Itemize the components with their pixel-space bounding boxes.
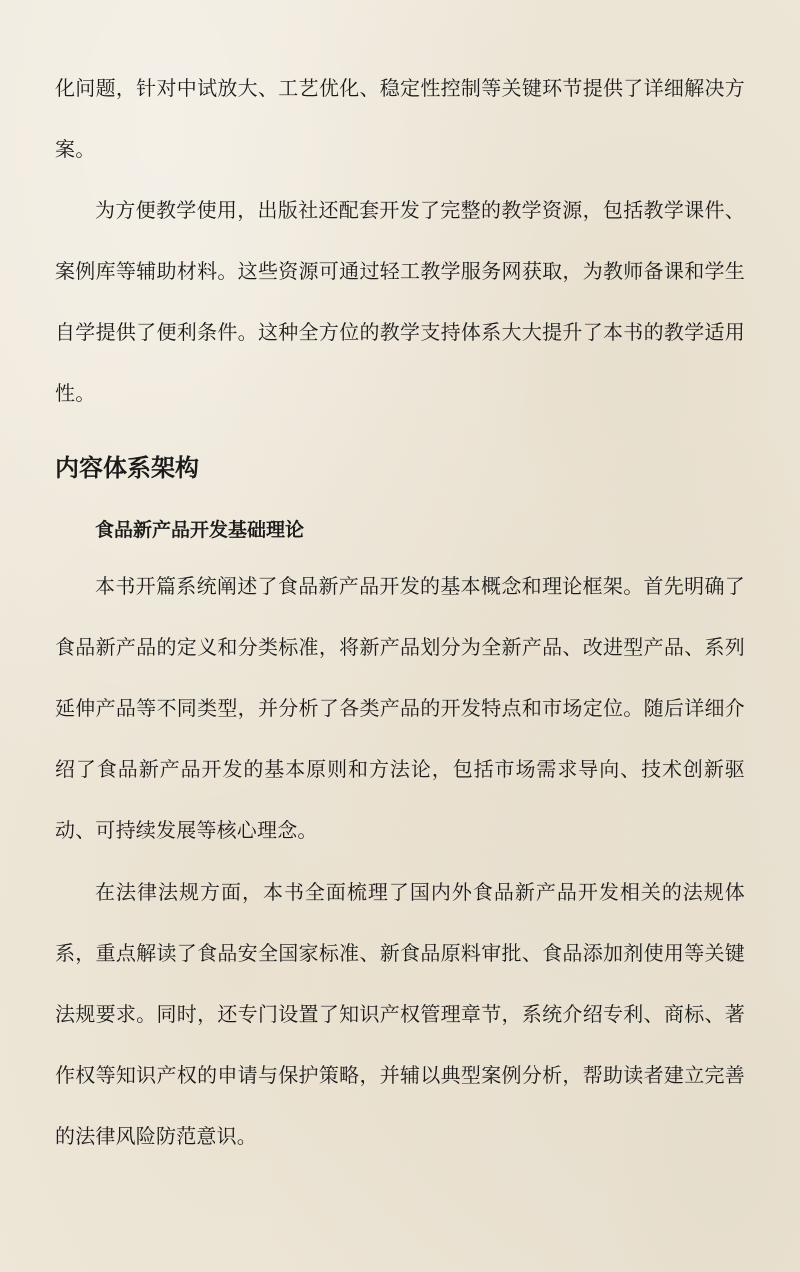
- section-heading: 内容体系架构: [55, 454, 199, 482]
- basic-theory-paragraph: 本书开篇系统阐述了食品新产品开发的基本概念和理论框架。首先明确了食品新产品的定义和分类标准，将新产品划分为全新产品、改进型产品、系列延伸产品等不同类型，并分析了各类产品的开发特点和市场定位。随后详细介绍了食品新产品开发的基本原则和方法论，包括市场需求导向、技术创新驱动、可持续发展等核心理念。: [55, 574, 745, 842]
- subsection-heading: 食品新产品开发基础理论: [95, 519, 305, 541]
- intro-continuation-paragraph: 化问题，针对中试放大、工艺优化、稳定性控制等关键环节提供了详细解决方案。: [55, 76, 745, 161]
- teaching-resources-paragraph: 为方便教学使用，出版社还配套开发了完整的教学资源，包括教学课件、案例库等辅助材料。这些资源可通过轻工教学服务网获取，为教师备课和学生自学提供了便利条件。这种全方位的教学支持体系大大提升了本书的教学适用性。: [55, 198, 745, 405]
- regulations-paragraph: 在法律法规方面，本书全面梳理了国内外食品新产品开发相关的法规体系，重点解读了食品安全国家标准、新食品原料审批、食品添加剂使用等关键法规要求。同时，还专门设置了知识产权管理章节，系统介绍专利、商标、著作权等知识产权的申请与保护策略，并辅以典型案例分析，帮助读者建立完善的法律风险防范意识。: [55, 880, 745, 1148]
